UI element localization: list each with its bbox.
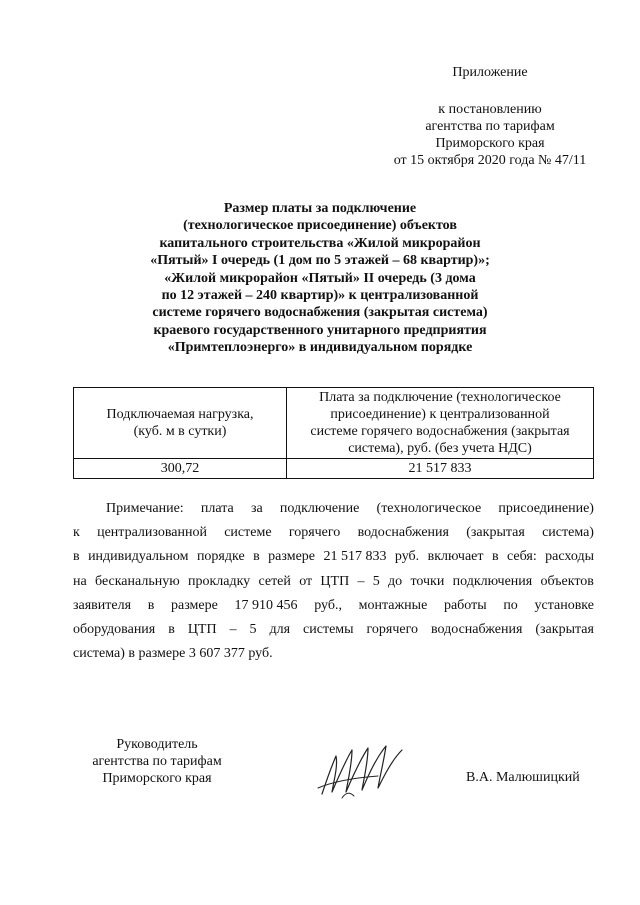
note-word: объектов (540, 573, 594, 589)
note-word: 5 (372, 573, 380, 589)
note-word: – (229, 622, 237, 638)
document-title (110, 200, 530, 357)
note-word: руб. (394, 549, 420, 565)
fee-header-line: Плата за подключение (технологическое (319, 390, 561, 405)
note-word: в (147, 597, 155, 613)
note-word: на (73, 573, 87, 589)
note-word: горячего (366, 622, 419, 638)
signatory-position (72, 736, 242, 787)
note-word: в (73, 549, 80, 565)
table-header-row (74, 388, 594, 459)
title-line: «Жилой микрорайон «Пятый» II очередь (3 дома (164, 270, 476, 286)
title-line: системе горячего водоснабжения (закрытая система) (152, 305, 488, 321)
decree-line: агентства по тарифам (425, 119, 555, 134)
note-word: системе (224, 525, 272, 541)
note-word: включает (427, 549, 484, 565)
position-line: Приморского края (102, 771, 212, 786)
load-header-line: (куб. м в сутки) (133, 424, 227, 439)
note-word: (закрытая (535, 622, 594, 638)
note-word: индивидуальном (88, 549, 189, 565)
note-line (73, 570, 594, 594)
note-word: за (250, 501, 263, 516)
note-word: 17 910 456 (234, 597, 298, 613)
note-word: оборудования (73, 622, 156, 638)
note-line (73, 497, 594, 521)
note-line (73, 618, 594, 642)
handwritten-signature (312, 742, 407, 802)
note-word: расходы (545, 549, 594, 565)
title-line: (технологическое присоединение) объектов (183, 218, 457, 234)
note-word: руб., (314, 597, 342, 613)
signer-name: В.А. Малюшицкий (466, 770, 580, 785)
note-word: прокладку (187, 573, 251, 589)
note-word: водоснабжения (430, 622, 523, 638)
note-word: – (357, 573, 365, 589)
note-paragraph (73, 497, 594, 666)
note-word: сетей (258, 573, 291, 589)
note-word: размере (171, 597, 218, 613)
note-word: для (269, 622, 291, 638)
title-line: капитального строительства «Жилой микрорайон (159, 235, 481, 251)
load-header-line: Подключаемая нагрузка, (106, 407, 254, 422)
title-line: по 12 этажей – 240 квартир)» к централизованной (161, 288, 479, 304)
note-word: заявителя (73, 597, 132, 613)
note-word: присоединение) (498, 501, 594, 516)
note-word: в (168, 622, 175, 638)
note-word: по (503, 597, 518, 613)
table-row (74, 459, 594, 479)
note-word: порядке (196, 549, 245, 565)
note-word: водоснабжения (357, 525, 449, 541)
title-line: Размер платы за подключение (223, 201, 417, 216)
note-word: размере (268, 549, 316, 565)
fee-value-cell: 21 517 833 (287, 459, 594, 479)
note-word: установке (534, 597, 594, 613)
note-word: Примечание: (106, 501, 184, 516)
note-line (73, 521, 594, 545)
note-word: централизованной (97, 525, 207, 541)
note-line: система) в размере 3 607 377 руб. (73, 646, 273, 662)
note-word: работы (443, 597, 487, 613)
note-word: до (388, 573, 403, 589)
position-line: агентства по тарифам (92, 754, 222, 769)
note-word: 5 (249, 622, 257, 638)
note-word: подключение (279, 501, 360, 516)
note-line (73, 594, 594, 618)
load-header-cell (74, 388, 287, 459)
fee-header-line: система), руб. (без учета НДС) (348, 441, 532, 456)
note-word: монтажные (358, 597, 428, 613)
decree-reference (370, 101, 610, 169)
decree-line: к постановлению (438, 102, 542, 117)
note-word: в (253, 549, 260, 565)
note-word: подключения (452, 573, 533, 589)
note-word: себя: (507, 549, 537, 565)
note-word: система) (542, 525, 594, 541)
note-word: горячего (288, 525, 341, 541)
note-word: плата (200, 501, 234, 516)
title-line: «Пятый» I очередь (1 дом по 5 этажей – 68 квартир)»; (150, 253, 490, 269)
note-word: к (73, 525, 80, 541)
note-word: (технологическое (376, 501, 482, 516)
decree-line: Приморского края (435, 136, 545, 151)
tariff-table (73, 387, 594, 479)
fee-header-line: системе горячего водоснабжения (закрытая (310, 424, 570, 439)
note-word: ЦТП (320, 573, 350, 589)
title-line: краевого государственного унитарного предприятия (153, 322, 487, 338)
fee-header-line: присоединение) к централизованной (330, 407, 550, 422)
title-line: «Примтеплоэнерго» в индивидуальном порядке (167, 340, 473, 356)
note-word: бесканальную (95, 573, 180, 589)
note-word: системы (303, 622, 354, 638)
note-word: (закрытая (466, 525, 525, 541)
decree-line: от 15 октября 2020 года № 47/11 (393, 153, 587, 168)
position-line: Руководитель (116, 737, 198, 752)
load-value-cell: 300,72 (74, 459, 287, 479)
note-line (73, 545, 594, 569)
note-word: в (491, 549, 499, 565)
note-word: от (299, 573, 313, 589)
fee-header-cell (287, 388, 594, 459)
appendix-label: Приложение (452, 65, 528, 80)
note-word: ЦТП (187, 622, 217, 638)
note-word: 21 517 833 (323, 549, 387, 565)
note-word: точки (410, 573, 445, 589)
